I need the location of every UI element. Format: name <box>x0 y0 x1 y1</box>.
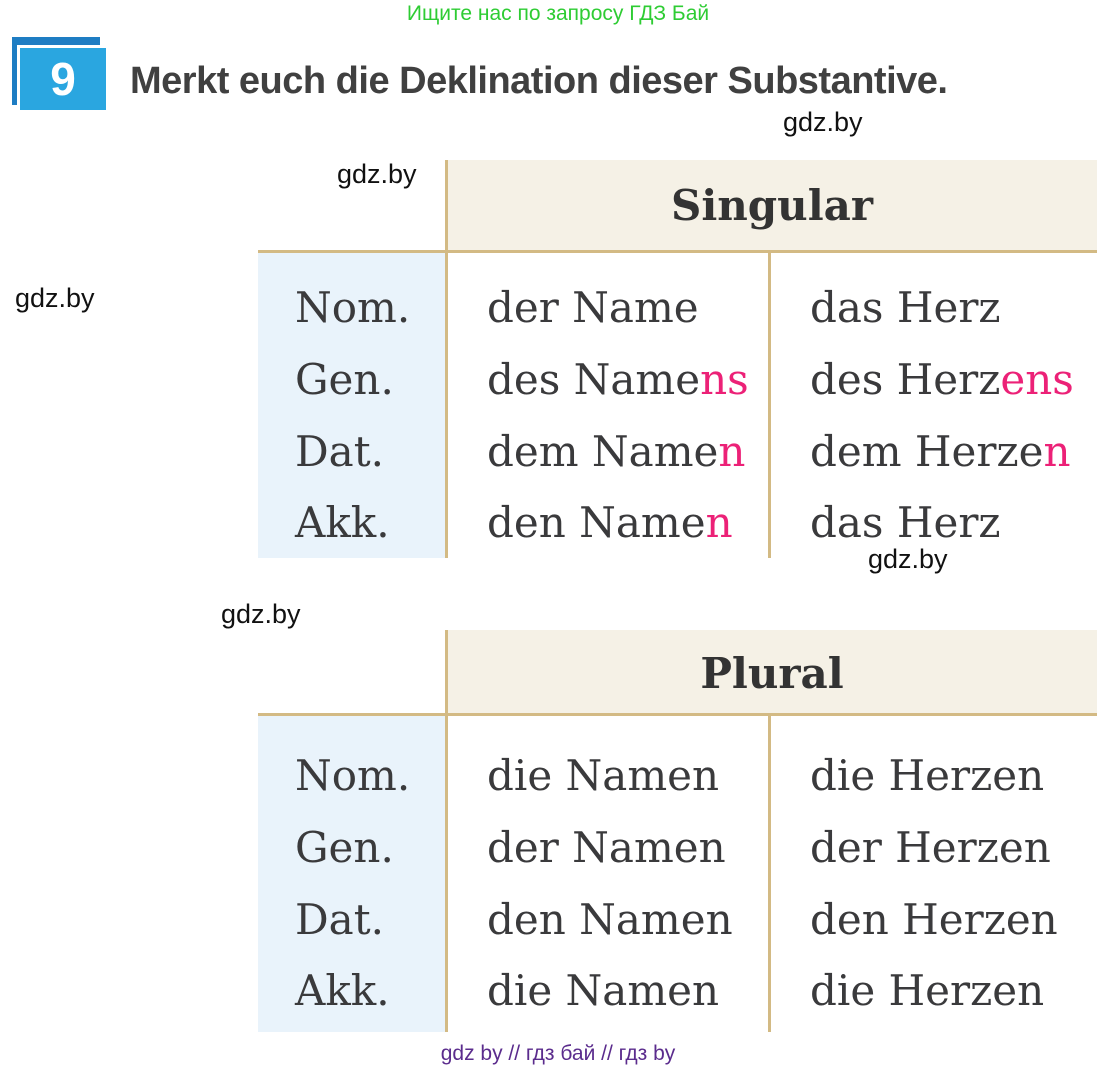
singular-header-cell <box>447 160 1097 250</box>
case-label: Akk. <box>295 966 390 1015</box>
exercise-number: 9 <box>50 53 76 105</box>
watermark-below-singular: gdz.by <box>868 544 948 574</box>
table-row <box>258 498 1097 547</box>
name-form: den Namen <box>487 895 733 944</box>
plural-header-divider <box>258 713 1097 716</box>
case-label: Dat. <box>295 895 384 944</box>
case-label: Akk. <box>295 498 390 547</box>
plural-header-cell <box>447 630 1097 716</box>
herz-form: der Herzen <box>810 823 1051 872</box>
exercise-title: Merkt euch die Deklination dieser Substantive. <box>130 60 948 102</box>
case-label: Nom. <box>295 751 411 800</box>
footer-note: gdz by // гдз бай // гдз by <box>440 1042 676 1065</box>
pink-ending: ns <box>700 355 749 404</box>
watermark-above-singular: gdz.by <box>337 159 417 189</box>
herz-form: dem Herzen <box>810 427 1071 476</box>
exercise-number-badge <box>17 45 109 113</box>
promo-note: Ищите нас по запросу ГДЗ Бай <box>406 2 710 25</box>
case-label: Dat. <box>295 427 384 476</box>
watermark-left-margin: gdz.by <box>15 283 95 313</box>
table-row <box>258 751 1097 800</box>
pink-ending: n <box>1043 427 1071 476</box>
case-label: Nom. <box>295 283 411 332</box>
case-label: Gen. <box>295 823 394 872</box>
watermark-above-plural: gdz.by <box>221 599 301 629</box>
herz-form: die Herzen <box>810 966 1045 1015</box>
name-form: die Namen <box>487 966 720 1015</box>
herz-form: das Herz <box>810 283 1001 332</box>
table-row <box>258 966 1097 1015</box>
case-label: Gen. <box>295 355 394 404</box>
table-row <box>258 355 1097 404</box>
name-form: den Namen <box>487 498 733 547</box>
herz-form: den Herzen <box>810 895 1058 944</box>
name-form: die Namen <box>487 751 720 800</box>
name-form: des Namens <box>487 355 749 404</box>
herz-form: des Herzens <box>810 355 1074 404</box>
singular-header-label: Singular <box>670 180 874 230</box>
pink-ending: ens <box>1000 355 1074 404</box>
name-form: der Namen <box>487 823 726 872</box>
watermark-under-title: gdz.by <box>783 107 863 137</box>
singular-header-divider <box>258 250 1097 253</box>
table-row <box>258 283 1097 332</box>
plural-header-label: Plural <box>700 648 844 698</box>
table-row <box>258 895 1097 944</box>
name-form: der Name <box>487 283 699 332</box>
table-row <box>258 823 1097 872</box>
herz-form: das Herz <box>810 498 1001 547</box>
pink-ending: n <box>718 427 746 476</box>
herz-form: die Herzen <box>810 751 1045 800</box>
pink-ending: n <box>705 498 733 547</box>
name-form: dem Namen <box>487 427 746 476</box>
table-row <box>258 427 1097 476</box>
